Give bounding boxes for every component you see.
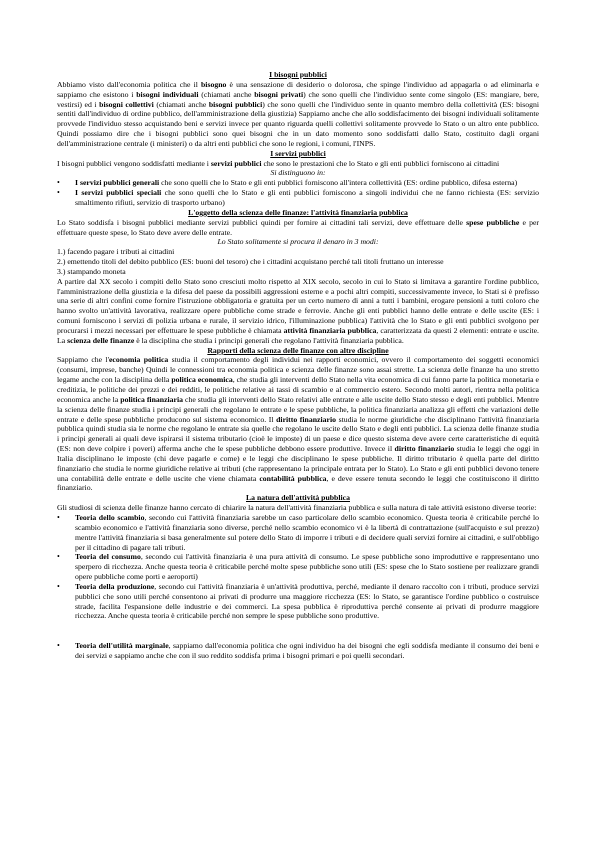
document-page (57, 70, 539, 661)
text: e per effettuare queste spese, lo Stato deve avere delle entrate. (57, 217, 539, 237)
text: , secondo cui l'attività finanziaria sarebbe un caso particolare dello scambio economico. Questa teoria è criticabile perché lo scambio economico e l'attività finanziaria sono diverse, perché nello scambio economico vi è la libertà di contrattazione (sull'acquisto e sul prezzo) mentre l'attività finanziaria si basa generalmente sul potere dello Stato di imporre i tributi e di decidere quali servizi fornire ai cittadini, e sull'obbligo per il cittadino di pagare tali tributi. (75, 512, 539, 552)
bold-term: attività finanziaria pubblica (283, 325, 377, 335)
section-title-oggetto: L'oggetto della scienza delle finanze: l'attività finanziaria pubblica (188, 207, 408, 217)
text: , e deve essere tenuta secondo le leggi che costituiscono il diritto finanziario. (57, 473, 539, 493)
subheading-tre-modi: Lo Stato solitamente si procura il denaro in 3 modi: (217, 237, 379, 247)
bold-term: I servizi pubblici generali (75, 178, 160, 188)
bullet-list-teorie (57, 513, 539, 621)
text: ) che sono quelli che l'individuo sente in quanto membro della collettività (ES: bisogni sentiti dall'individuo di ordine pubblico, dell'amministrazione della giustizia) Sappiamo anche che allo soddisfacimento dei bisogni individuali solitamente provvede l'individuo stesso acquistando beni e servizi invece per quanto riguarda quelli collettivi solitamente provvede lo Stato o un altro ente pubblico. Quindi possiamo dire che i bisogni pubblici sono quei bisogni che in un dato momento sono soddisfatti dallo Stato, costituito dagli organi dell'amministrazione centrale (i ministeri) o da altri enti pubblici che sono le regioni, i comuni, l'INPS. (57, 99, 539, 148)
text: Sappiamo che l' (57, 355, 109, 365)
bold-term: Teoria dello scambio (75, 512, 145, 522)
bold-term: bisogni individuali (136, 89, 199, 99)
bold-term: I servizi pubblici speciali (75, 188, 162, 198)
text: , secondo cui l'attività finanziaria è un'attività produttiva, perché, mediante il denaro raccolto con i tributi, produce servizi pubblici che sono utili perché consentono ai privati di produrre una maggiore ricchezza (ES: lo Stato, se garantisce l'ordine pubblico o costruisce strade, facilita l'espansione delle industrie e dei commerci. La spesa pubblica è riproduttiva perché consente ai privati di produrre maggiore ricchezza. Anche questa teoria è criticabile perché non sempre le spese pubbliche sono produttive. (75, 581, 539, 621)
text: che sono quelli che lo Stato e gli enti pubblici forniscono all'intera collettività (ES: ordine pubblico, difesa esterna) (159, 178, 518, 188)
text: che sono quelli che lo Stato e gli enti pubblici forniscono a singoli individui che ne fanno richiesta (ES: servizio smaltimento rifiuti, servizio di trasporto urbano) (75, 188, 539, 207)
bold-term: bisogno (201, 79, 227, 89)
bold-term: politica finanziaria (120, 394, 184, 404)
text: è una sensazione di desiderio o dolorosa, che spinge l'individuo ad appagarla o ad eliminarla e sappiamo che esistono i (57, 79, 539, 99)
list-item: 2.) emettendo titoli del debito pubblico (ES: buoni del tesoro) che i cittadini acquistano perché tali titoli fruttano un interesse (57, 257, 444, 267)
bold-term: spese pubbliche (466, 217, 520, 227)
numbered-list (57, 247, 539, 277)
bold-term: contabilità pubblica (259, 473, 327, 483)
list-item: 1.) facendo pagare i tributi ai cittadini (57, 247, 175, 257)
bold-term: bisogni collettivi (99, 99, 154, 109)
text: che sono le prestazioni che lo Stato e gli enti pubblici forniscono ai cittadini (261, 158, 500, 168)
section-title-servizi: I servizi pubblici (270, 148, 326, 158)
text: , che studia gli interventi dello Stato nella vita economica di cui fanno parte la politica monetaria e creditizia, le politiche dei prezzi e dei redditi, le politiche relative ai tassi di scambio e al commercio estero. Secondo molti autori, rientra nella politica economica anche la (57, 375, 539, 404)
bold-term: Teoria del consumo (75, 552, 141, 562)
bold-term: Teoria dell'utilità marginale (75, 641, 169, 651)
list-item (57, 552, 539, 582)
bold-term: bisogni privati (254, 89, 304, 99)
text: è la disciplina che studia i principi generali che regolano l'attività finanziaria pubblica. (134, 335, 404, 345)
list-item (57, 641, 539, 661)
text: ) che sono quelli che l'individuo sente come singolo (ES: mangiare, bere, vestirsi) ed i (57, 89, 539, 109)
bold-term: servizi pubblici (210, 158, 262, 168)
text: (chiamati anche (198, 89, 255, 99)
list-item: 3.) stampando moneta (57, 266, 126, 276)
bold-term: politica economica (171, 375, 233, 385)
list-item (57, 513, 539, 552)
text: , caratterizzata da questi 2 elementi: entrate e uscite. La (57, 325, 539, 345)
section-title-bisogni: I bisogni pubblici (269, 70, 327, 79)
text: che studia gli interventi dello Stato relativi alle entrate e alle uscite dello Stato stesso e degli enti pubblici. Mentre la scienza delle finanze studia i principi generali che regolano le entrate e le spese pubbliche, la politica finanziaria analizza gli effetti che variazioni delle entrate e delle spese pubbliche producono sul sistema economico. Il (57, 394, 539, 424)
paragraph-servizi (57, 159, 539, 169)
section-title-rapporti: Rapporti della scienza delle finanze con altre discipline (207, 345, 389, 355)
text: studia le norme giuridiche che disciplinano l'attività finanziaria pubblica quindi studia sia le norme che regolano le entrate sia quelle che regolano le uscite dello Stato e degli enti pubblici. La scienza delle finanze studia i principi generali ai quali deve ispirarsi il sistema tributario (cioè le imposte) di un paese e dice questo sistema deve avere certe caratteristiche di equità (ES: non deve colpire i poveri) afferma anche che le spese pubbliche debbono essere produttive. Invece il (57, 414, 539, 454)
text: , secondo cui l'attività finanziaria è una pura attività di consumo. Le spese pubbliche sono improduttive e rappresentano uno sperpero di ricchezza. Anche questa teoria è criticabile perché molte spese pubbliche sono utili (ES: spese che lo Stato sostiene per realizzare grandi opere pubbliche come porti e aeroporti) (75, 552, 539, 582)
bold-term: scienza delle finanze (67, 335, 135, 345)
paragraph-bisogni (57, 80, 539, 149)
list-item (57, 188, 539, 208)
paragraph-oggetto (57, 218, 539, 238)
bold-term: economia politica (108, 355, 169, 365)
section-title-natura: La natura dell'attività pubblica (246, 493, 350, 503)
text: I bisogni pubblici vengono soddisfatti mediante i (57, 158, 211, 168)
list-item (57, 582, 539, 621)
subheading-distinguono: Si distinguono in: (270, 168, 326, 178)
text: studia le leggi che oggi in Italia disciplinano le imposte (chi deve pagarle e come) e le leggi che disciplinano le spese pubbliche. Il diritto tributario è quella parte del diritto finanziario che studia le norme giuridiche relative ai tributi (che rappresentano la principale entrata per lo Stato). Lo Stato e gli enti pubblici devono tenere una contabilità delle entrate e delle uscite che viene chiamata (57, 444, 539, 483)
text: studia il comportamento degli individui nei rapporti economici, ovvero il comportamento dei soggetti economici (consumi, imprese, banche) Quindi le connessioni tra economia politica e scienza delle finanze sono assai strette. La scienza delle finanze ha uno stretto legame anche con la disciplina della (57, 355, 539, 385)
bold-term: diritto finanziario (276, 414, 336, 424)
bullet-list-teorie-2 (57, 641, 539, 661)
bullet-list-servizi (57, 178, 539, 208)
paragraph-rapporti (57, 355, 539, 493)
bold-term: diritto finanziario (394, 444, 455, 454)
paragraph-natura: Gli studiosi di scienza delle finanze hanno cercato di chiarire la natura dell'attività finanziaria pubblica e sulla natura di tale attività esistono diverse teorie: (57, 503, 537, 513)
bold-term: bisogni pubblici (208, 99, 263, 109)
spacer (57, 621, 539, 641)
text: A partire dal XX secolo i compiti dello Stato sono cresciuti molto rispetto al XIX secolo, secolo in cui lo Stato si limitava a garantire l'ordine pubblico, l'amministrazione della giustizia e la difesa del paese da possibili aggressioni esterne e a pochi altri compiti, successivamente invece, lo Stati si è prefisso una serie di altri confini come fornire l'istruzione obbligatoria e gratuita per un certo numero di anni a tutti i bambini, erogare pensioni a tutti coloro che hanno svolto un'attività lavorativa, realizzare opere pubbliche come strade e ferrovie. Anche gli enti pubblici hanno delle entrate e delle uscite (ES: i comuni forniscono i servizi di polizia urbana e rurale, il servizio idrico, l'illuminazione pubblica) l'attività che lo Stato e gli enti pubblici svolgono per procurarsi i mezzi necessari per effettuare le spese pubbliche è chiamata (57, 276, 539, 335)
bold-term: Teoria della produzione (75, 581, 155, 591)
text: Abbiamo visto dall'economia politica che il (57, 79, 201, 89)
text: Lo Stato soddisfa i bisogni pubblici mediante servizi pubblici quindi per fornire ai cittadini tali servizi, deve effettuare delle (57, 217, 467, 227)
text: , sappiamo dall'economia politica che ogni individuo ha dei bisogni che egli soddisfa mediante il consumo dei beni e dei servizi e sappiamo anche che con il suo reddito soddisfa prima i bisogni primari e poi quelli secondari. (75, 641, 539, 661)
list-item (57, 178, 539, 188)
paragraph-compiti-stato (57, 277, 539, 346)
text: (chiamati anche (153, 99, 209, 109)
